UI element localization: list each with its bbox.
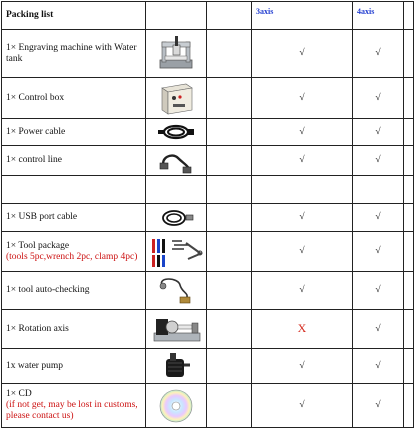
empty-cell (404, 146, 414, 176)
empty-cell (207, 310, 252, 349)
axis4-mark: √ (353, 310, 404, 349)
axis4-mark: √ (353, 204, 404, 232)
item-qty: 1× (6, 389, 17, 399)
item-cell (2, 384, 146, 428)
axis4-mark: √ (353, 78, 404, 119)
axis3-mark: √ (252, 146, 353, 176)
item-image-cell (146, 204, 207, 232)
empty-cell (353, 176, 404, 204)
empty-cell (404, 232, 414, 272)
empty-cell (404, 119, 414, 146)
empty-cell (207, 119, 252, 146)
item-qty: 1× (6, 92, 17, 103)
item-label: Tool package (18, 240, 70, 251)
usb-cable-icon (156, 206, 196, 230)
header-empty-1 (146, 2, 207, 30)
tool-package-icon (150, 235, 206, 269)
item-image-cell (146, 119, 207, 146)
empty-cell (207, 30, 252, 78)
item-cell (2, 310, 146, 349)
empty-cell (207, 176, 252, 204)
empty-cell (404, 78, 414, 119)
item-cell (2, 30, 146, 78)
packing-list-table (1, 1, 414, 428)
table-row (2, 384, 414, 428)
item-cell (2, 349, 146, 384)
axis4-mark: √ (353, 146, 404, 176)
item-cell (2, 146, 146, 176)
table-row (2, 30, 414, 78)
axis3-mark: √ (252, 78, 353, 119)
table-row (2, 146, 414, 176)
axis3-mark: √ (252, 232, 353, 272)
item-cell (2, 232, 146, 272)
item-qty: 1× (6, 42, 17, 53)
axis4-mark: √ (353, 349, 404, 384)
empty-cell (207, 384, 252, 428)
item-label: water pump (17, 360, 63, 371)
empty-cell (252, 176, 353, 204)
empty-cell (404, 310, 414, 349)
empty-cell (404, 272, 414, 310)
item-label: Rotation axis (18, 323, 69, 334)
item-image-cell (146, 310, 207, 349)
empty-cell (404, 204, 414, 232)
item-label: USB port cable (18, 212, 78, 222)
axis4-mark: √ (353, 30, 404, 78)
item-label: Control box (18, 92, 65, 103)
item-image-cell (146, 384, 207, 428)
item-label: Power cable (18, 126, 66, 137)
empty-cell (404, 176, 414, 204)
empty-cell (404, 349, 414, 384)
item-cell (2, 78, 146, 119)
table-row (2, 119, 414, 146)
rotation-axis-icon (150, 313, 206, 345)
header-empty-2 (207, 2, 252, 30)
axis3-mark: √ (252, 119, 353, 146)
empty-cell (207, 204, 252, 232)
axis4-mark: √ (353, 119, 404, 146)
axis4-mark: √ (353, 384, 404, 428)
axis3-mark: √ (252, 204, 353, 232)
item-label: CD (18, 389, 32, 399)
engraving-machine-icon (156, 34, 196, 74)
item-image-cell (146, 232, 207, 272)
item-note: (tools 5pc,wrench 2pc, clamp 4pc) (6, 251, 138, 262)
table-row (2, 232, 414, 272)
axis3-mark: √ (252, 30, 353, 78)
cd-disc-icon (158, 388, 194, 424)
axis3-mark: √ (252, 349, 353, 384)
item-note: (if not get, may be lost in customs, please contact us) (6, 400, 138, 421)
item-image-cell (146, 78, 207, 119)
axis4-mark: √ (353, 272, 404, 310)
empty-cell (146, 176, 207, 204)
table-row (2, 78, 414, 119)
item-image-cell (146, 30, 207, 78)
water-pump-icon (156, 351, 196, 381)
item-qty: 1× (6, 285, 17, 295)
item-image-cell (146, 272, 207, 310)
item-cell (2, 204, 146, 232)
table-row (2, 349, 414, 384)
empty-cell (404, 384, 414, 428)
empty-cell (207, 272, 252, 310)
axis4-mark: √ (353, 232, 404, 272)
item-label: Engraving machine with Water tank (6, 42, 137, 64)
table-row (2, 310, 414, 349)
item-qty: 1x (6, 360, 16, 371)
tool-checker-icon (156, 275, 196, 307)
empty-cell (404, 30, 414, 78)
control-box-icon (156, 80, 196, 116)
empty-cell (207, 349, 252, 384)
header-row (2, 2, 414, 30)
item-image-cell (146, 349, 207, 384)
header-empty-3 (404, 2, 414, 30)
header-4axis: 4axis (353, 2, 404, 30)
item-cell (2, 119, 146, 146)
table-row (2, 204, 414, 232)
empty-cell (207, 78, 252, 119)
item-qty: 1× (6, 323, 17, 334)
item-qty: 1× (6, 212, 17, 222)
table-row (2, 272, 414, 310)
power-cable-icon (156, 121, 196, 143)
item-image-cell (146, 146, 207, 176)
table-row-empty (2, 176, 414, 204)
item-label: tool auto-checking (18, 285, 90, 295)
axis3-mark: √ (252, 272, 353, 310)
item-qty: 1× (6, 126, 17, 137)
item-qty: 1× (6, 240, 17, 251)
empty-cell (2, 176, 146, 204)
axis3-mark (252, 310, 353, 349)
item-label: control line (18, 155, 63, 165)
item-cell (2, 272, 146, 310)
empty-cell (207, 232, 252, 272)
header-3axis: 3axis (252, 2, 353, 30)
control-line-icon (156, 148, 196, 174)
axis3-mark: √ (252, 384, 353, 428)
packing-list-title: Packing list (2, 2, 146, 30)
cross-mark: X (297, 320, 307, 335)
empty-cell (207, 146, 252, 176)
item-qty: 1× (6, 155, 17, 165)
